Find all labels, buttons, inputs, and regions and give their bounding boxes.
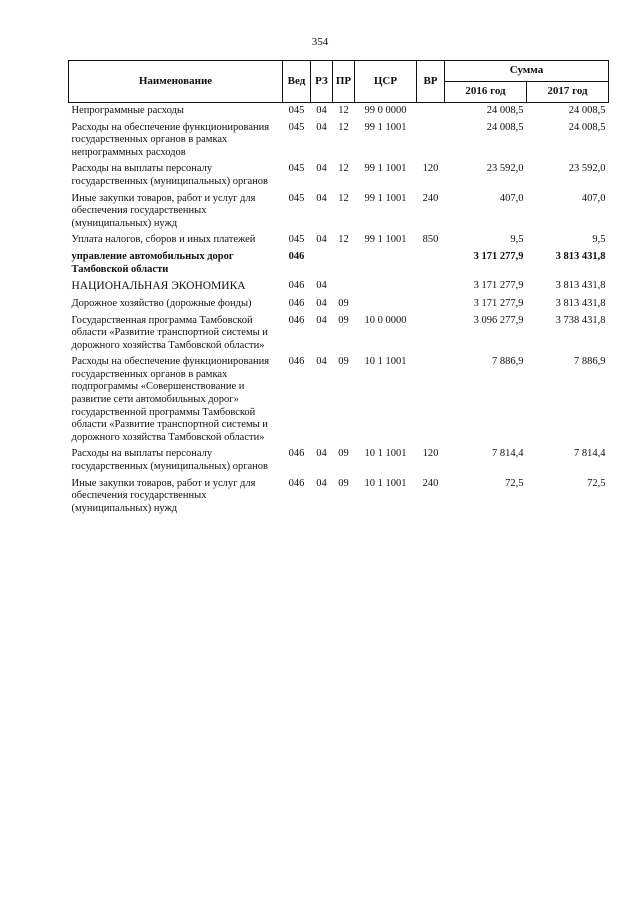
row-vr [417,313,445,355]
row-name: Государственная программа Тамбовской области «Развитие транспортной системы и дорожного хозяйства Тамбовской области» [71,314,268,351]
row-ved: 046 [288,356,305,368]
row-csr: 99 1 1001 [364,163,407,175]
row-ved: 045 [288,105,305,116]
row-csr: 10 1 1001 [364,356,407,368]
table-row [69,232,609,249]
table-row [69,191,609,233]
row-sum-2016: 3 171 277,9 [473,250,524,262]
row-pr: 09 [338,314,349,326]
row-ved: 046 [288,477,305,489]
row-sum-2017: 9,5 [592,234,606,246]
row-sum-2016: 7 886,9 [492,356,524,368]
row-csr [355,278,417,296]
row-csr: 99 1 1001 [364,192,407,204]
row-csr: 10 0 0000 [364,314,407,326]
table-body [69,103,609,518]
row-vr [417,103,445,120]
row-sum-2016: 23 592,0 [486,163,524,175]
row-sum-2017: 24 008,5 [568,105,606,116]
row-sum-2016: 7 814,4 [492,448,524,460]
row-name: Иные закупки товаров, работ и услуг для обеспечения государственных (муниципальных) нужд [71,477,256,514]
row-sum-2017: 407,0 [581,192,606,204]
row-sum-2017: 7 814,4 [574,448,606,460]
row-rz: 04 [316,314,327,326]
row-pr: 12 [338,192,349,204]
row-sum-2017: 72,5 [587,477,606,489]
row-vr [417,120,445,162]
row-pr: 09 [338,448,349,460]
row-vr: 240 [422,477,439,489]
row-rz: 04 [316,121,327,133]
budget-table [68,60,609,517]
table-row [69,296,609,313]
row-name: Непрограммные расходы [71,105,184,116]
header-ved: Вед [283,61,311,103]
row-pr: 09 [338,477,349,489]
header-sum: Сумма [445,61,609,82]
row-name: Расходы на обеспечение функционирования государственных органов в рамках непрограммных расходов [71,121,270,158]
row-csr: 99 0 0000 [364,105,407,116]
table-row [69,120,609,162]
table-row [69,103,609,120]
row-ved: 045 [288,192,305,204]
row-name: Расходы на выплаты персоналу государственных (муниципальных) органов [71,448,269,473]
row-pr: 09 [338,356,349,368]
row-sum-2016: 3 096 277,9 [473,314,524,326]
row-rz: 04 [316,105,327,116]
row-name: Иные закупки товаров, работ и услуг для обеспечения государственных (муниципальных) нужд [71,192,256,229]
header-name: Наименование [69,61,283,103]
header-pr: ПР [333,61,355,103]
row-vr [417,278,445,296]
table-row [69,476,609,518]
table-header [69,61,609,103]
row-rz: 04 [316,163,327,175]
row-sum-2017: 3 813 431,8 [555,297,606,309]
row-vr: 120 [422,448,439,460]
header-vr: ВР [417,61,445,103]
row-name: Расходы на обеспечение функционирования государственных органов в рамках подпрограммы «Совершенствование и развитие сети автомобильных дорог» государственной программы Тамбовской области «Развитие транспортной системы и дорожного хозяйства Тамбовской области» [71,356,270,443]
row-csr: 99 1 1001 [364,234,407,246]
row-name: НАЦИОНАЛЬНАЯ ЭКОНОМИКА [71,280,246,293]
row-ved: 046 [288,297,305,309]
row-sum-2017: 3 813 431,8 [555,280,606,292]
row-ved: 046 [288,250,305,262]
table-row [69,278,609,296]
row-sum-2016: 24 008,5 [486,121,524,133]
row-ved: 046 [288,448,305,460]
row-rz: 04 [316,356,327,368]
row-sum-2017: 3 738 431,8 [555,314,606,326]
header-csr: ЦСР [355,61,417,103]
row-csr [355,296,417,313]
row-vr: 240 [422,192,439,204]
row-rz: 04 [316,297,327,309]
header-year-2016: 2016 год [445,82,527,103]
row-sum-2016: 3 171 277,9 [473,280,524,292]
row-vr [417,354,445,446]
row-sum-2016: 3 171 277,9 [473,297,524,309]
header-rz: РЗ [311,61,333,103]
row-ved: 046 [288,314,305,326]
row-name: Расходы на выплаты персоналу государственных (муниципальных) органов [71,163,269,187]
row-ved: 045 [288,163,305,175]
row-sum-2016: 9,5 [510,234,524,246]
table-row [69,161,609,190]
row-name: управление автомобильных дорог Тамбовской области [71,250,234,275]
row-csr: 10 1 1001 [364,448,407,460]
row-pr [333,278,355,296]
row-pr: 12 [338,105,349,116]
row-pr: 09 [338,297,349,309]
row-csr [355,249,417,278]
table-row [69,313,609,355]
row-sum-2017: 24 008,5 [568,121,606,133]
row-rz: 04 [316,234,327,246]
row-ved: 045 [288,121,305,133]
row-vr [417,296,445,313]
row-rz: 04 [316,192,327,204]
header-year-2017: 2017 год [527,82,609,103]
table-row [69,249,609,278]
row-sum-2016: 24 008,5 [486,105,524,116]
row-csr: 99 1 1001 [364,121,407,133]
row-sum-2016: 72,5 [505,477,524,489]
row-pr: 12 [338,234,349,246]
row-rz [311,249,333,278]
row-sum-2017: 23 592,0 [568,163,606,175]
row-sum-2016: 407,0 [499,192,524,204]
row-ved: 046 [288,280,305,292]
row-pr: 12 [338,121,349,133]
row-sum-2017: 3 813 431,8 [555,250,606,262]
page-number: 354 [311,36,329,48]
row-vr [417,249,445,278]
row-rz: 04 [316,280,327,292]
table-row [69,446,609,475]
row-ved: 045 [288,234,305,246]
row-rz: 04 [316,448,327,460]
row-name: Дорожное хозяйство (дорожные фонды) [71,297,252,309]
row-csr: 10 1 1001 [364,477,407,489]
row-pr [333,249,355,278]
row-vr: 120 [422,163,439,175]
row-vr: 850 [422,234,439,246]
row-rz: 04 [316,477,327,489]
row-sum-2017: 7 886,9 [574,356,606,368]
table-row [69,354,609,446]
row-name: Уплата налогов, сборов и иных платежей [71,234,256,246]
row-pr: 12 [338,163,349,175]
